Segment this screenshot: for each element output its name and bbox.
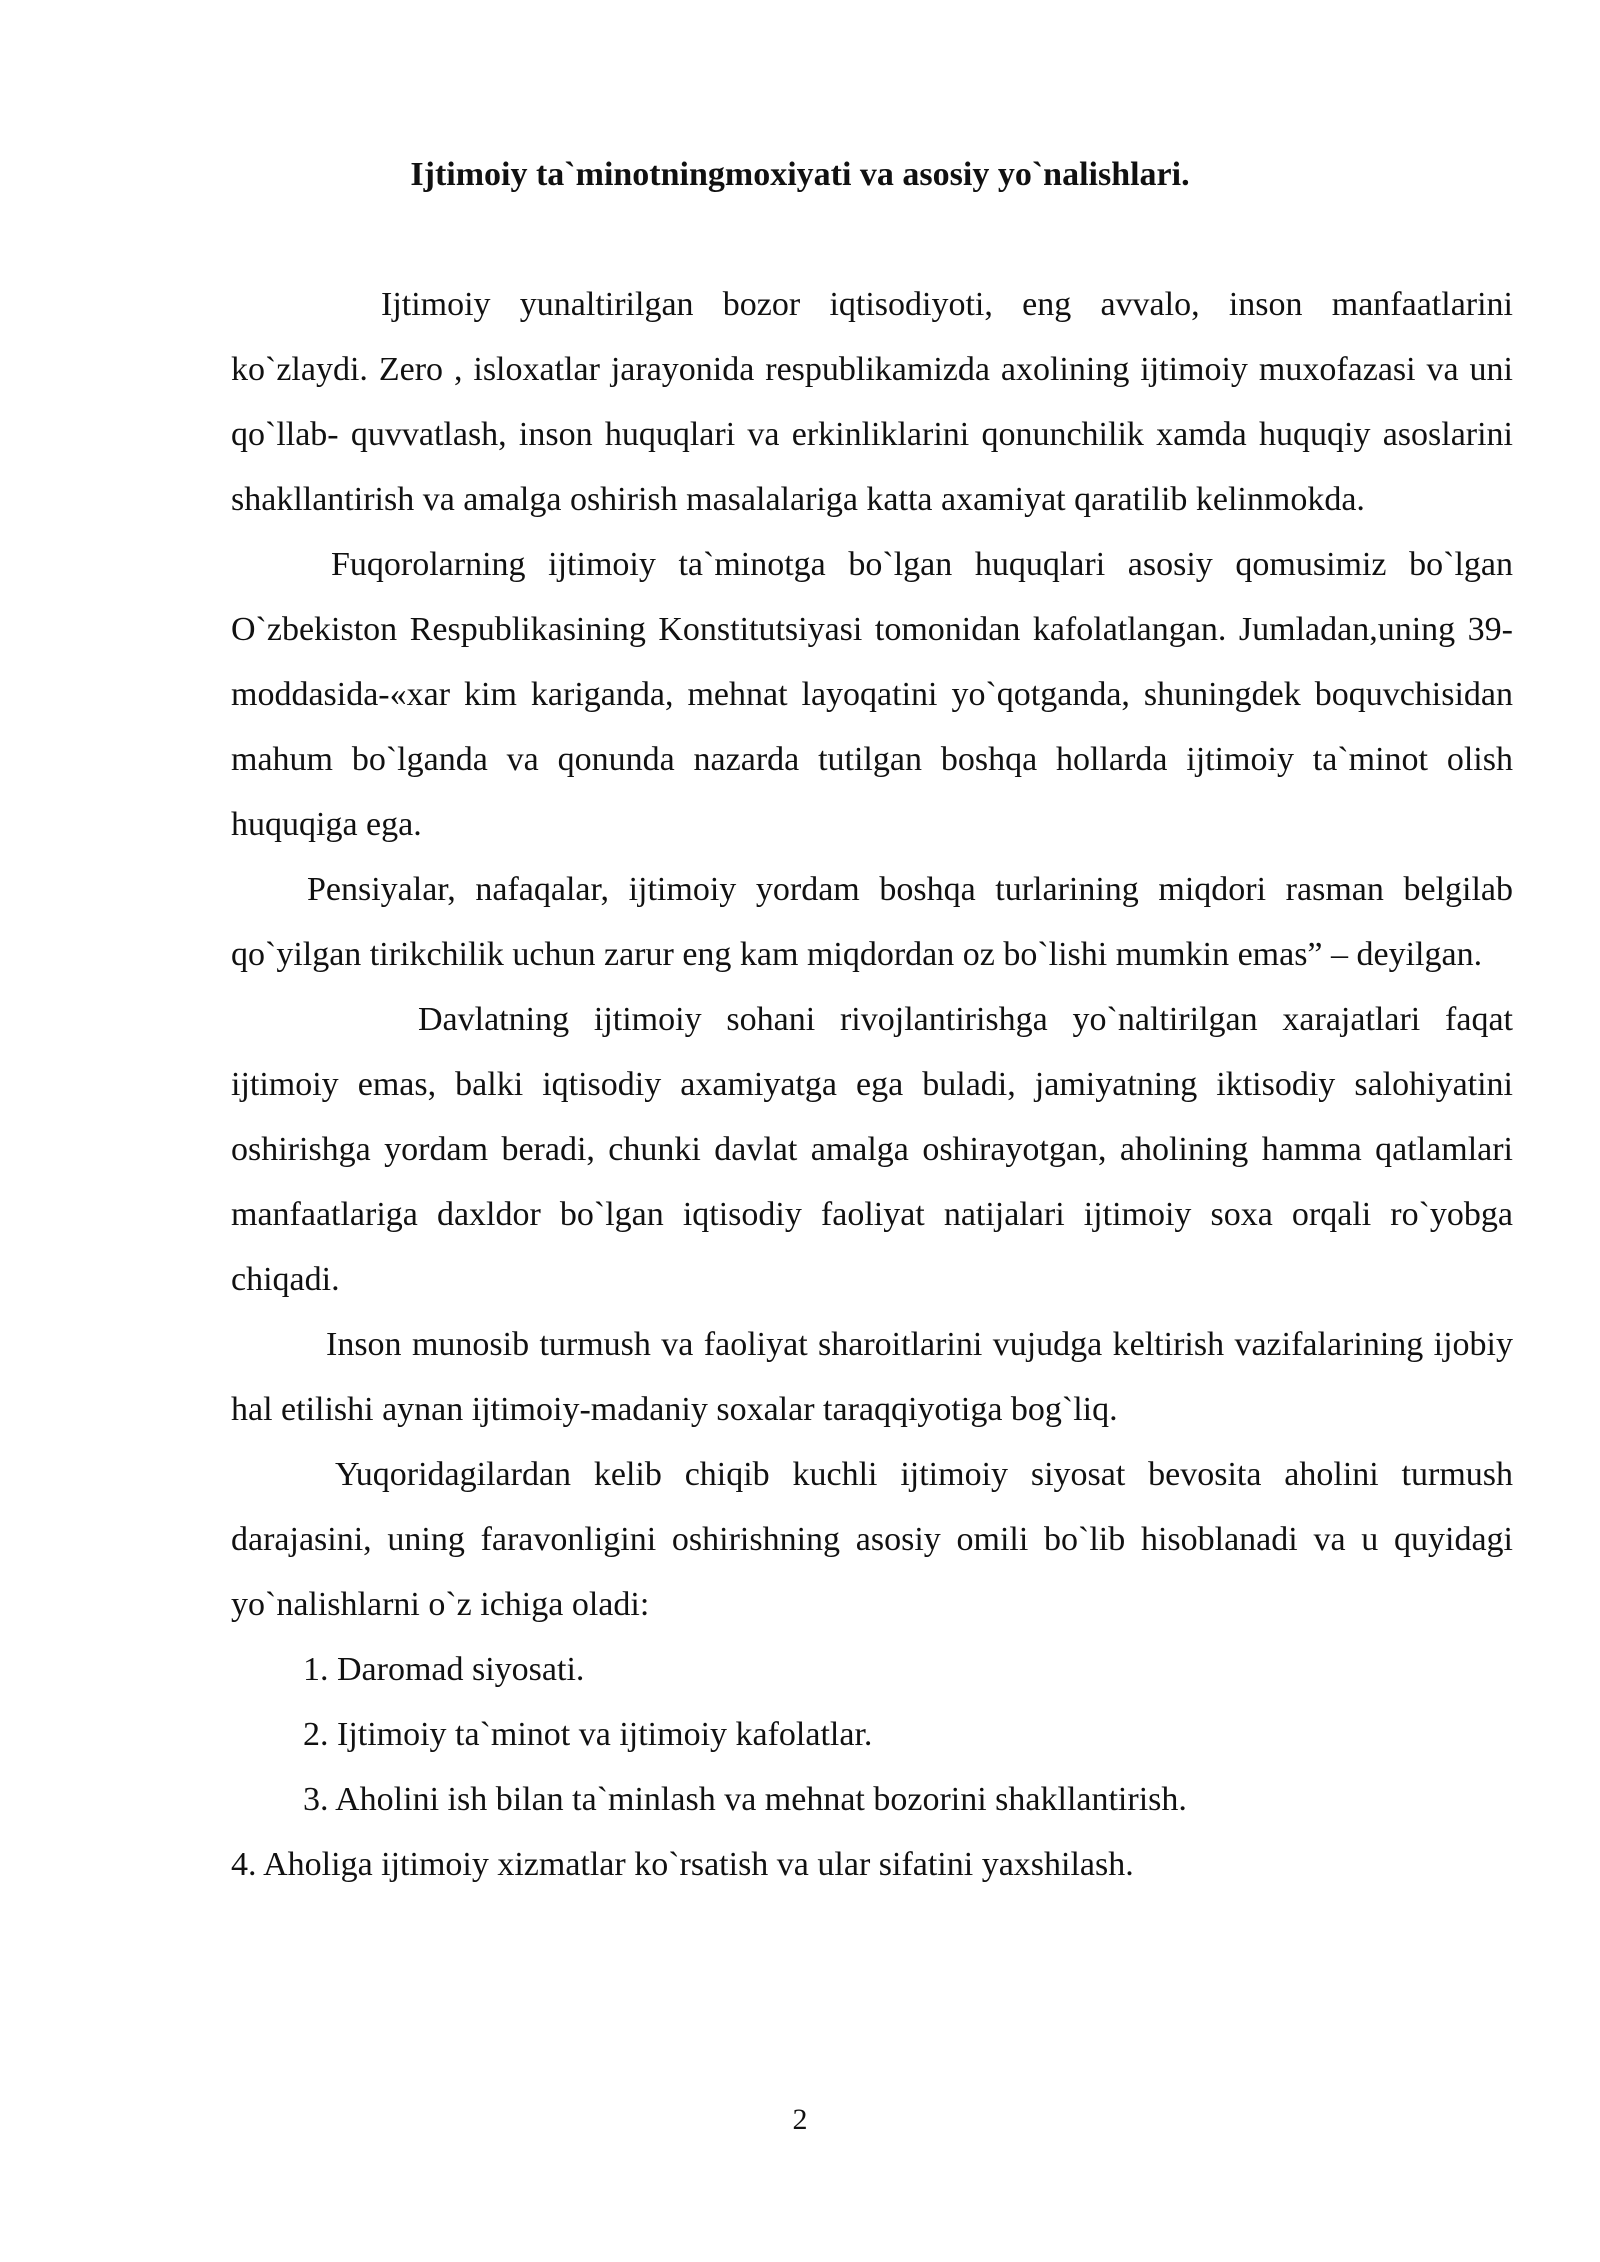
paragraph-living-conditions: Inson munosib turmush va faoliyat sharoitlarini vujudga keltirish vazifalarining ijobiy hal etilishi aynan ijtimoiy-madaniy soxalar taraqqiyotiga bog`liq. xyxy=(231,1326,1513,1428)
list-item: 4. Aholiga ijtimoiy xizmatlar ko`rsatish va ular sifatini yaxshilash. xyxy=(231,1846,1134,1883)
paragraph-constitution: Fuqorolarning ijtimoiy ta`minotga bo`lgan huquqlari asosiy qomusimiz bo`lgan O`zbekiston Respublikasining Konstitutsiyasi tomonidan kafolatlangan. Jumladan,uning 39-moddasida-«xar kim kariganda, mehnat layoqatini yo`qotganda, shuningdek boquvchisidan mahum bo`lganda va qonunda nazarda tutilgan boshqa hollarda ijtimoiy ta`minot olish huquqiga ega. xyxy=(231,546,1513,843)
list-item: 1. Daromad siyosati. xyxy=(303,1651,585,1688)
page-number: 2 xyxy=(792,2103,808,2136)
paragraph-intro: Ijtimoiy yunaltirilgan bozor iqtisodiyoti, eng avvalo, inson manfaatlarini ko`zlaydi. Zero , isloxatlar jarayonida respublikamizda axolining ijtimoiy muxofazasi va uni qo`llab- quvvatlash, inson huquqlari va erkinliklarini qonunchilik xamda huquqiy asoslarini shakllantirish va amalga oshirish masalalariga katta axamiyat qaratilib kelinmokda. xyxy=(231,286,1513,518)
list-item: 3. Aholini ish bilan ta`minlash va mehnat bozorini shakllantirish. xyxy=(303,1781,1187,1818)
page-title: Ijtimoiy ta`minotningmoxiyati va asosiy yo`nalishlari. xyxy=(410,156,1190,193)
paragraph-state-expenses: Davlatning ijtimoiy sohani rivojlantirishga yo`naltirilgan xarajatlari faqat ijtimoiy emas, balki iqtisodiy axamiyatga ega buladi, jamiyatning iktisodiy salohiyatini oshirishga yordam beradi, chunki davlat amalga oshirayotgan, aholining hamma qatlamlari manfaatlariga daxldor bo`lgan iqtisodiy faoliyat natijalari ijtimoiy soxa orqali ro`yobga chiqadi. xyxy=(231,1001,1513,1298)
document-body xyxy=(231,272,1513,1897)
paragraph-social-policy: Yuqoridagilardan kelib chiqib kuchli ijtimoiy siyosat bevosita aholini turmush darajasini, uning faravonligini oshirishning asosiy omili bo`lib hisoblanadi va u quyidagi yo`nalishlarni o`z ichiga oladi: xyxy=(231,1456,1513,1623)
paragraph-pensions: Pensiyalar, nafaqalar, ijtimoiy yordam boshqa turlarining miqdori rasman belgilab qo`yilgan tirikchilik uchun zarur eng kam miqdordan oz bo`lishi mumkin emas” – deyilgan. xyxy=(231,871,1513,973)
directions-list xyxy=(231,1637,1513,1897)
list-item: 2. Ijtimoiy ta`minot va ijtimoiy kafolatlar. xyxy=(303,1716,873,1753)
